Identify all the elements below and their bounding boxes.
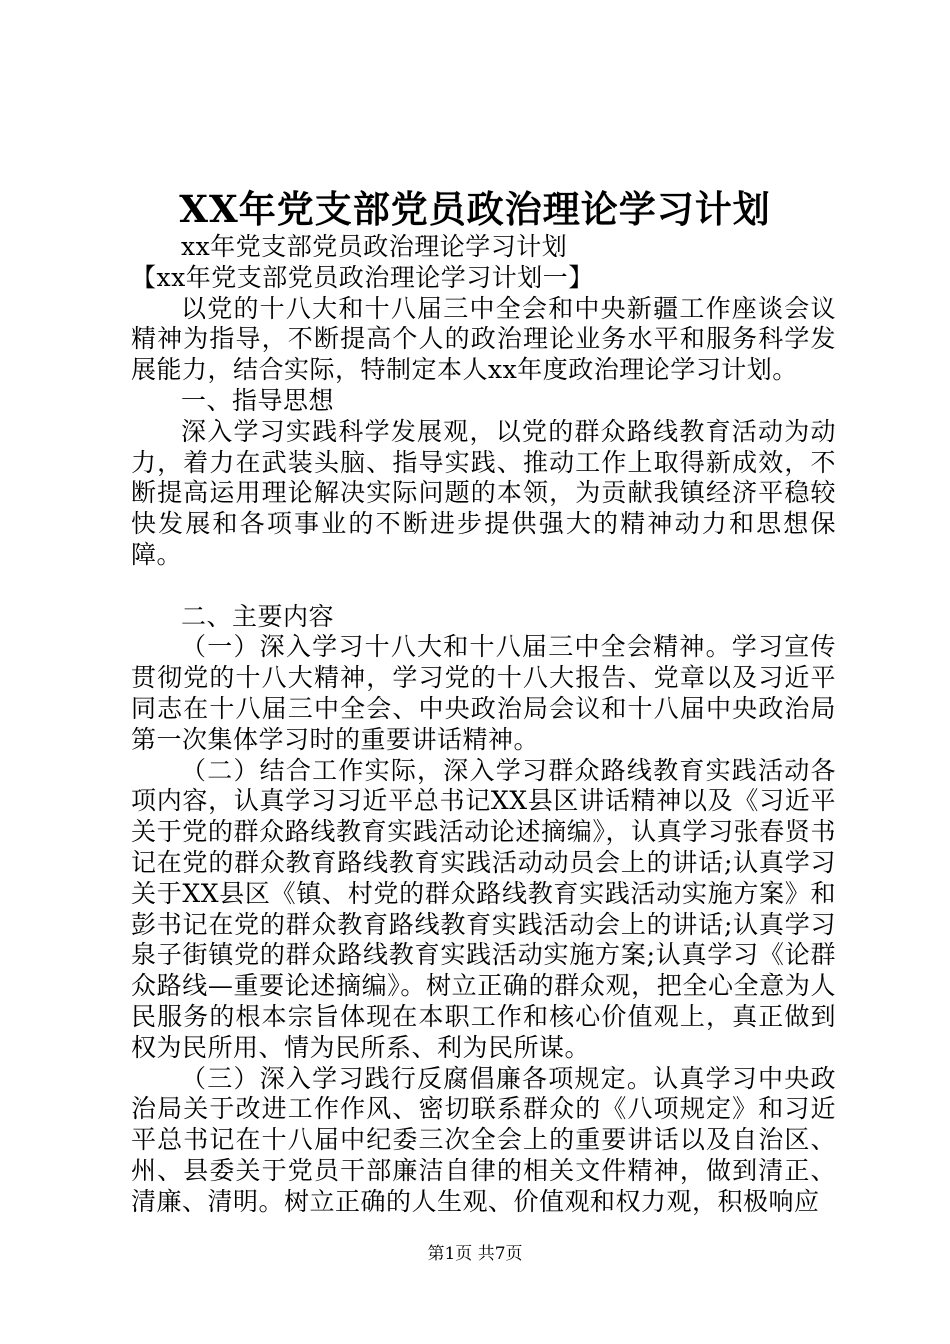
paragraph-intro: 以党的十八大和十八届三中全会和中央新疆工作座谈会议精神为指导，不断提高个人的政治理论业务水平和服务科学发展能力，结合实际，特制定本人xx年度政治理论学习计划。 xyxy=(131,293,836,385)
paragraph-item-3: （三）深入学习践行反腐倡廉各项规定。认真学习中央政治局关于改进工作作风、密切联系群众的《八项规定》和习近平总书记在十八届中纪委三次全会上的重要讲话以及自治区、州、县委关于党员干部廉洁自律的相关文件精神，做到清正、清廉、清明。树立正确的人生观、价值观和权力观，积极响应 xyxy=(131,1063,836,1216)
document-title: XX年党支部党员政治理论学习计划 xyxy=(179,187,771,231)
paragraph-guiding-ideology: 深入学习实践科学发展观，以党的群众路线教育活动为动力，着力在武装头脑、指导实践、推动工作上取得新成效，不断提高运用理论解决实际问题的本领，为贡献我镇经济平稳较快发展和各项事业的不断进步提供强大的精神动力和思想保障。 xyxy=(131,416,836,569)
blank-line xyxy=(131,571,836,602)
page-footer: 第1页 共7页 xyxy=(427,1244,523,1264)
paragraph-item-1: （一）深入学习十八大和十八届三中全会精神。学习宣传贯彻党的十八大精神，学习党的十八大报告、党章以及习近平同志在十八届三中全会、中央政治局会议和十八届中央政治局第一次集体学习时的重要讲话精神。 xyxy=(131,632,836,754)
paragraph-section-heading: 【xx年党支部党员政治理论学习计划一】 xyxy=(131,262,594,292)
document-body xyxy=(131,232,836,1218)
heading-guiding-ideology: 一、指导思想 xyxy=(181,385,335,415)
paragraph-subtitle: xx年党支部党员政治理论学习计划 xyxy=(181,232,568,261)
paragraph-item-2: （二）结合工作实际，深入学习群众路线教育实践活动各项内容，认真学习习近平总书记XX县区讲话精神以及《习近平关于党的群众路线教育实践活动论述摘编》，认真学习张春贤书记在党的群众教育路线教育实践活动动员会上的讲话;认真学习关于XX县区《镇、村党的群众路线教育实践活动实施方案》和彭书记在党的群众教育路线教育实践活动会上的讲话;认真学习泉子街镇党的群众路线教育实践活动实施方案;认真学习《论群众路线—重要论述摘编》。树立正确的群众观，把全心全意为人民服务的根本宗旨体现在本职工作和核心价值观上，真正做到权为民所用、情为民所系、利为民所谋。 xyxy=(131,755,836,1062)
heading-main-content: 二、主要内容 xyxy=(181,601,335,631)
